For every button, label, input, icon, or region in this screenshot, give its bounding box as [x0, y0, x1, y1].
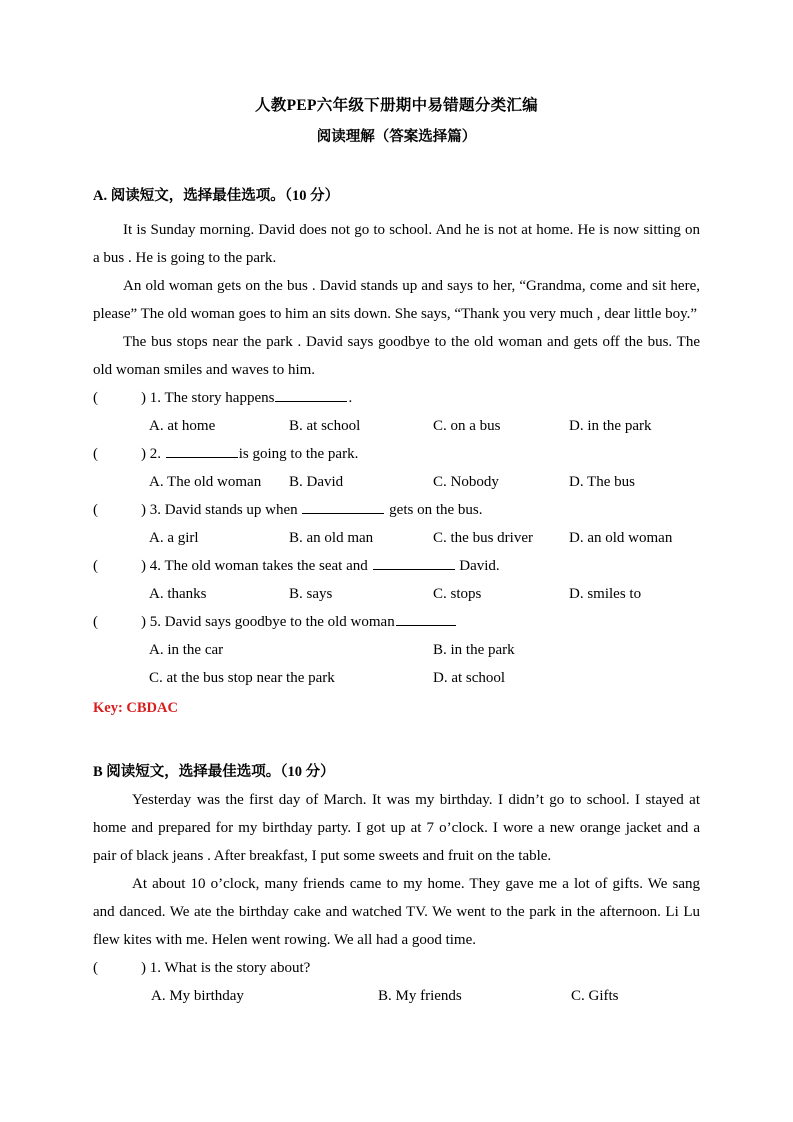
answer-bracket-open[interactable]: (	[93, 614, 98, 630]
section-a-heading: A. 阅读短文，选择最佳选项。（10 分）	[93, 188, 340, 204]
option-d[interactable]: D. at school	[433, 670, 506, 686]
section-b-question-list	[93, 954, 700, 1010]
option-b[interactable]: B. My friends	[378, 988, 462, 1004]
option-d[interactable]: D. The bus	[569, 474, 635, 490]
page-subtitle: 阅读理解（答案选择篇）	[316, 129, 477, 145]
answer-bracket-close: )	[141, 446, 146, 462]
option-a[interactable]: A. at home	[149, 418, 216, 434]
option-row	[93, 468, 700, 496]
option-c[interactable]: C. Nobody	[433, 474, 499, 490]
question-stem	[93, 954, 700, 982]
page-title: 人教PEP六年级下册期中易错题分类汇编	[255, 97, 538, 114]
option-c[interactable]: C. Gifts	[571, 988, 619, 1004]
answer-bracket-open[interactable]: (	[93, 390, 98, 406]
question-number: 4.	[149, 558, 161, 574]
section-b-heading: B 阅读短文，选择最佳选项。（10 分）	[93, 764, 335, 780]
option-a[interactable]: A. a girl	[149, 530, 199, 546]
option-d[interactable]: D. in the park	[569, 418, 652, 434]
section-a-paragraph-2: An old woman gets on the bus . David stands up and says to her, “Grandma, come and sit here, please” The old woman goes to him an sits down. She says, “Thank you very much , dear little boy.”	[93, 278, 700, 322]
answer-blank[interactable]	[302, 499, 384, 514]
question-text: The old woman takes the seat and	[164, 558, 368, 574]
option-c[interactable]: C. stops	[433, 586, 482, 602]
option-a[interactable]: A. The old woman	[149, 474, 262, 490]
option-d[interactable]: D. an old woman	[569, 530, 673, 546]
section-a-paragraph-3: The bus stops near the park . David says goodbye to the old woman and gets off the bus. The old woman smiles and waves to him.	[93, 334, 700, 378]
answer-blank[interactable]	[166, 443, 238, 458]
answer-bracket-close: )	[141, 502, 146, 518]
option-c[interactable]: C. on a bus	[433, 418, 501, 434]
answer-bracket-close: )	[141, 390, 146, 406]
option-c[interactable]: C. at the bus stop near the park	[149, 670, 335, 686]
question-text: David stands up when	[164, 502, 298, 518]
answer-blank[interactable]	[396, 611, 456, 626]
question-stem	[93, 552, 700, 580]
question-number: 1.	[149, 390, 161, 406]
option-a[interactable]: A. My birthday	[151, 988, 244, 1004]
question-text: David says goodbye to the old woman	[164, 614, 395, 630]
question-text: What is the story about?	[164, 960, 311, 976]
answer-bracket-open[interactable]: (	[93, 446, 98, 462]
option-b[interactable]: B. says	[289, 586, 333, 602]
option-row	[93, 580, 700, 608]
answer-bracket-open[interactable]: (	[93, 502, 98, 518]
option-b[interactable]: B. David	[289, 474, 344, 490]
option-a[interactable]: A. thanks	[149, 586, 207, 602]
question-text-tail: gets on the bus.	[389, 502, 483, 518]
question-number: 5.	[149, 614, 161, 630]
question-text-tail: David.	[459, 558, 500, 574]
option-row	[93, 636, 700, 664]
question-number: 2.	[149, 446, 161, 462]
question-stem	[93, 608, 700, 636]
option-row	[93, 982, 700, 1010]
question-number: 3.	[149, 502, 161, 518]
answer-key: Key: CBDAC	[93, 700, 178, 716]
option-row	[93, 664, 700, 692]
answer-bracket-open[interactable]: (	[93, 558, 98, 574]
question-number: 1.	[149, 960, 161, 976]
option-row	[93, 524, 700, 552]
option-b[interactable]: B. at school	[289, 418, 361, 434]
section-a-paragraph-1: It is Sunday morning. David does not go to school. And he is not at home. He is now sitting on a bus . He is going to the park.	[93, 222, 700, 266]
section-b-paragraph-1: Yesterday was the first day of March. It was my birthday. I didn’t go to school. I stayed at home and prepared for my birthday party. I got up at 7 o’clock. I wore a new orange jacket and a pair of black jeans . After breakfast, I put some sweets and fruit on the table.	[93, 792, 700, 864]
option-b[interactable]: B. an old man	[289, 530, 374, 546]
question-stem	[93, 384, 700, 412]
question-stem	[93, 440, 700, 468]
option-b[interactable]: B. in the park	[433, 642, 515, 658]
answer-bracket-close: )	[141, 614, 146, 630]
option-row	[93, 412, 700, 440]
option-d[interactable]: D. smiles to	[569, 586, 642, 602]
question-stem	[93, 496, 700, 524]
section-a-question-list	[93, 384, 700, 692]
answer-bracket-close: )	[141, 960, 146, 976]
question-text-tail: .	[348, 390, 353, 406]
section-b-paragraph-2: At about 10 o’clock, many friends came to my home. They gave me a lot of gifts. We sang and danced. We ate the birthday cake and watched TV. We went to the park in the afternoon. Li Lu flew kites with me. Helen went rowing. We all had a good time.	[93, 876, 700, 948]
question-text-tail: is going to the park.	[238, 446, 359, 462]
question-text: The story happens	[164, 390, 275, 406]
answer-blank[interactable]	[275, 387, 347, 402]
answer-bracket-open[interactable]: (	[93, 960, 98, 976]
answer-blank[interactable]	[373, 555, 455, 570]
option-c[interactable]: C. the bus driver	[433, 530, 533, 546]
answer-bracket-close: )	[141, 558, 146, 574]
option-a[interactable]: A. in the car	[149, 642, 224, 658]
